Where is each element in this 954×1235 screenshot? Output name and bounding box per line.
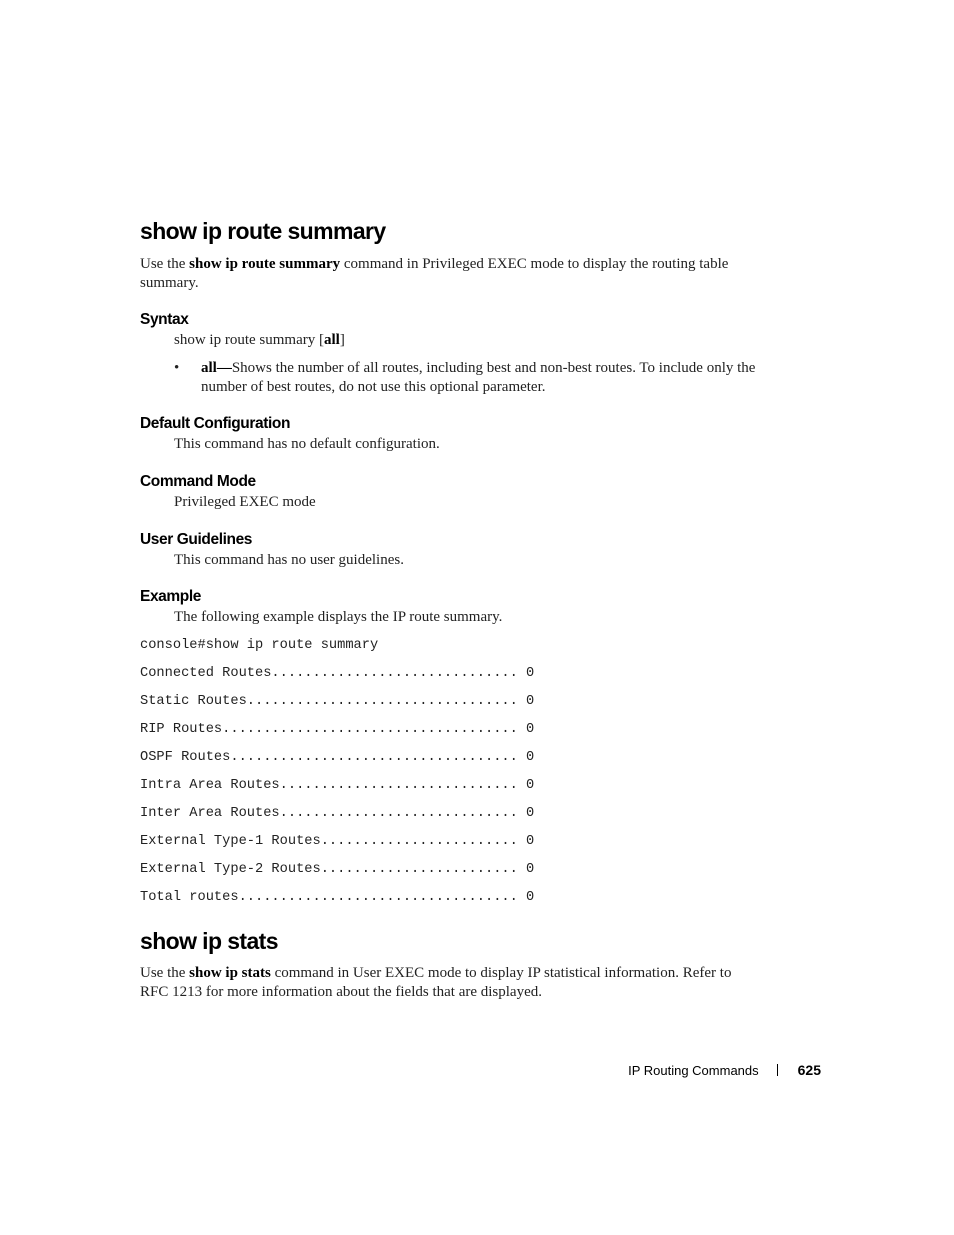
section-title-show-ip-route-summary: show ip route summary (140, 218, 386, 244)
param-description: Shows the number of all routes, including best and non-best routes. To include only the number of best routes, do not use this optional parameter. (201, 360, 756, 395)
code-line: console#show ip route summary (140, 638, 379, 653)
intro-suffix: command in Privileged EXEC mode to display the routing table summary. (140, 256, 729, 291)
syntax-heading: Syntax (140, 311, 189, 328)
footer-divider (777, 1064, 778, 1076)
user-guidelines-text: This command has no user guidelines. (174, 552, 404, 568)
code-line: Inter Area Routes............................. 0 (140, 806, 535, 821)
syntax-line-suffix: ] (339, 332, 345, 348)
syntax-line-prefix: show ip route summary [ (174, 332, 324, 348)
syntax-line (174, 331, 345, 350)
section-title-show-ip-stats: show ip stats (140, 928, 278, 954)
command-mode-heading: Command Mode (140, 473, 256, 490)
code-line: Static Routes................................. 0 (140, 694, 535, 709)
syntax-line-param: all (323, 332, 340, 348)
default-configuration-heading: Default Configuration (140, 415, 291, 432)
page-footer (628, 1062, 821, 1078)
intro-prefix: Use the (140, 256, 190, 272)
intro-suffix: command in User EXEC mode to display IP statistical information. Refer to RFC 1213 for more information about the fields that are displayed. (140, 965, 732, 1000)
command-mode-text: Privileged EXEC mode (174, 494, 316, 510)
code-line: External Type-1 Routes........................ 0 (140, 834, 535, 849)
code-line: Intra Area Routes............................. 0 (140, 778, 535, 793)
intro-prefix: Use the (140, 965, 190, 981)
default-configuration-text: This command has no default configuration. (174, 436, 440, 452)
code-line: Total routes.................................. 0 (140, 890, 535, 905)
intro-command: show ip stats (189, 965, 271, 981)
code-line: Connected Routes.............................. 0 (140, 666, 535, 681)
param-description-block (201, 359, 764, 397)
syntax-param-bullet (174, 359, 764, 397)
param-name: all— (201, 360, 232, 376)
code-line: RIP Routes.................................... 0 (140, 722, 535, 737)
intro-command: show ip route summary (189, 256, 341, 272)
code-line: External Type-2 Routes........................ 0 (140, 862, 535, 877)
user-guidelines-heading: User Guidelines (140, 531, 253, 548)
bullet-icon: • (174, 360, 180, 376)
example-heading: Example (140, 588, 201, 605)
section-intro-ip-stats (140, 964, 760, 1002)
example-text: The following example displays the IP route summary. (174, 609, 503, 625)
section-intro-route-summary (140, 255, 760, 293)
footer-chapter-title: IP Routing Commands (628, 1062, 759, 1078)
code-line: OSPF Routes................................... 0 (140, 750, 535, 765)
page-number: 625 (797, 1062, 821, 1078)
